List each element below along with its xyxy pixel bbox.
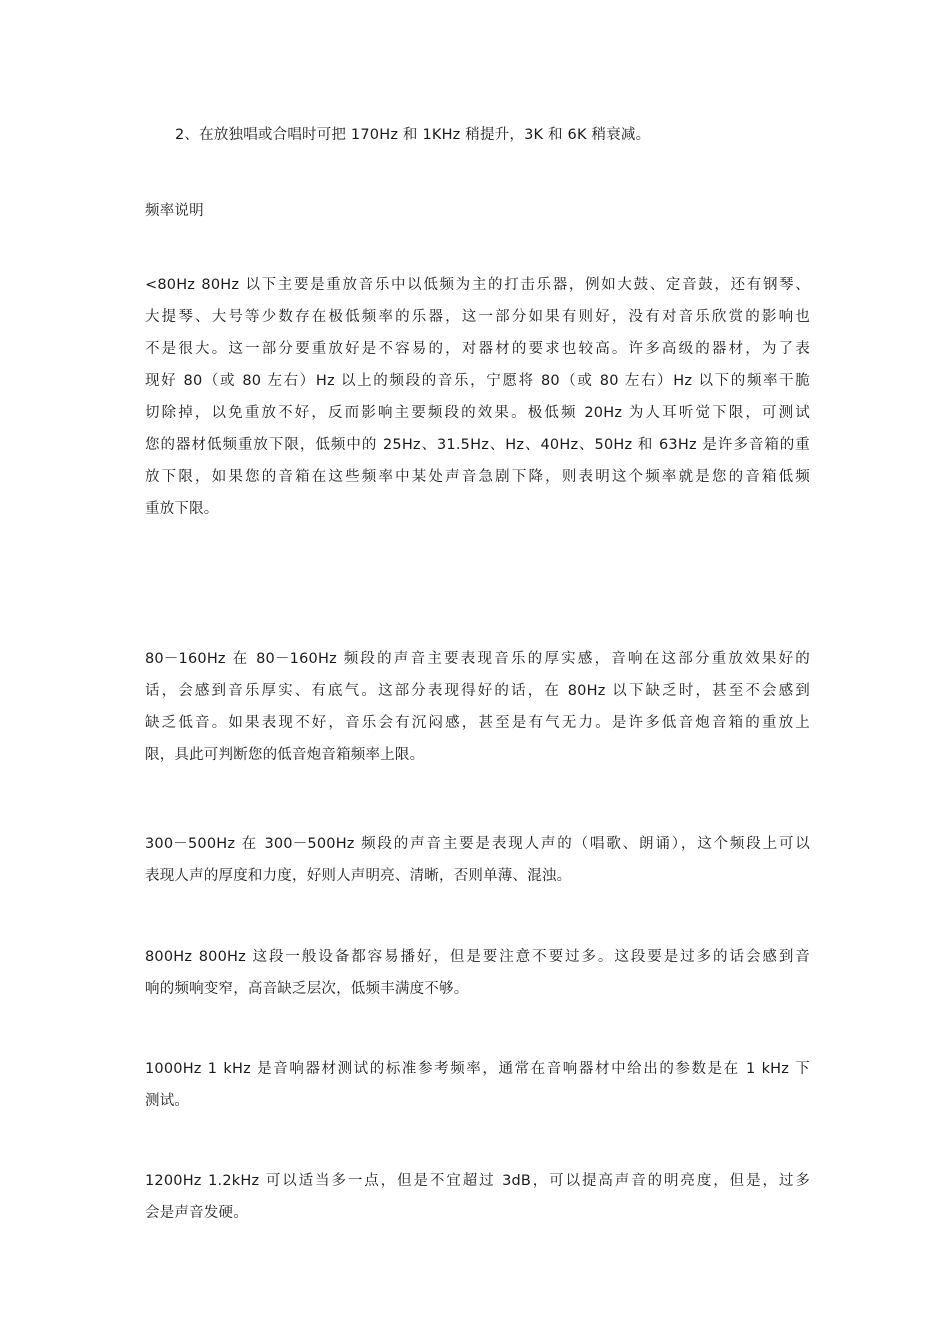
- text-line: 重放下限。: [145, 501, 219, 517]
- paragraph-300-500hz: [145, 828, 810, 892]
- text-line: <80Hz 80Hz 以下主要是重放音乐中以低频为主的打击乐器，例如大鼓、定音鼓，还有钢琴、: [145, 277, 810, 293]
- text-line: 会是声音发硬。: [145, 1205, 248, 1221]
- paragraph-tip-2: [175, 119, 775, 151]
- text-line: 话，会感到音乐厚实、有底气。这部分表现得好的话，在 80Hz 以下缺乏时，甚至不会感到: [145, 683, 810, 699]
- text-line: 您的器材低频重放下限，低频中的 25Hz、31.5Hz、Hz、40Hz、50Hz 和 63Hz 是许多音箱的重: [145, 437, 810, 453]
- text-line: 2、在放独唱或合唱时可把 170Hz 和 1KHz 稍提升，3K 和 6K 稍衰减。: [175, 127, 651, 143]
- text-line: 限，具此可判断您的低音炮音箱频率上限。: [145, 747, 425, 763]
- section-heading: [145, 195, 810, 227]
- text-line: 测试。: [145, 1093, 190, 1109]
- text-line: 现好 80（或 80 左右）Hz 以上的频段的音乐，宁愿将 80（或 80 左右）Hz 以下的频率干脆: [145, 373, 810, 389]
- text-line: 300－500Hz 在 300－500Hz 频段的声音主要是表现人声的（唱歌、朗诵），这个频段上可以: [145, 836, 810, 852]
- paragraph-below-80hz: [145, 269, 810, 525]
- text-line: 不是很大。这一部分要重放好是不容易的，对器材的要求也较高。许多高级的器材，为了表: [145, 341, 810, 357]
- text-line: 大提琴、大号等少数存在极低频率的乐器，这一部分如果有则好，没有对音乐欣赏的影响也: [145, 309, 810, 325]
- text-line: 800Hz 800Hz 这段一般设备都容易播好，但是要注意不要过多。这段要是过多的话会感到音: [145, 949, 810, 965]
- paragraph-80-160hz: [145, 643, 810, 771]
- heading-text: 频率说明: [145, 203, 204, 219]
- text-line: 放下限，如果您的音箱在这些频率中某处声音急剧下降，则表明这个频率就是您的音箱低频: [145, 469, 810, 485]
- text-line: 响的频响变窄，高音缺乏层次，低频丰满度不够。: [145, 981, 469, 997]
- paragraph-1200hz: [145, 1165, 810, 1229]
- text-line: 80－160Hz 在 80－160Hz 频段的声音主要表现音乐的厚实感，音响在这部分重放效果好的: [145, 651, 810, 667]
- text-line: 切除掉，以免重放不好，反而影响主要频段的效果。极低频 20Hz 为人耳听觉下限，可测试: [145, 405, 810, 421]
- paragraph-1000hz: [145, 1053, 810, 1117]
- text-line: 缺乏低音。如果表现不好，音乐会有沉闷感，甚至是有气无力。是许多低音炮音箱的重放上: [145, 715, 810, 731]
- text-line: 表现人声的厚度和力度，好则人声明亮、清晰，否则单薄、混浊。: [145, 868, 572, 884]
- text-line: 1200Hz 1.2kHz 可以适当多一点，但是不宜超过 3dB，可以提高声音的明亮度，但是，过多: [145, 1173, 810, 1189]
- text-line: 1000Hz 1 kHz 是音响器材测试的标准参考频率，通常在音响器材中给出的参数是在 1 kHz 下: [145, 1061, 810, 1077]
- paragraph-800hz: [145, 941, 810, 1005]
